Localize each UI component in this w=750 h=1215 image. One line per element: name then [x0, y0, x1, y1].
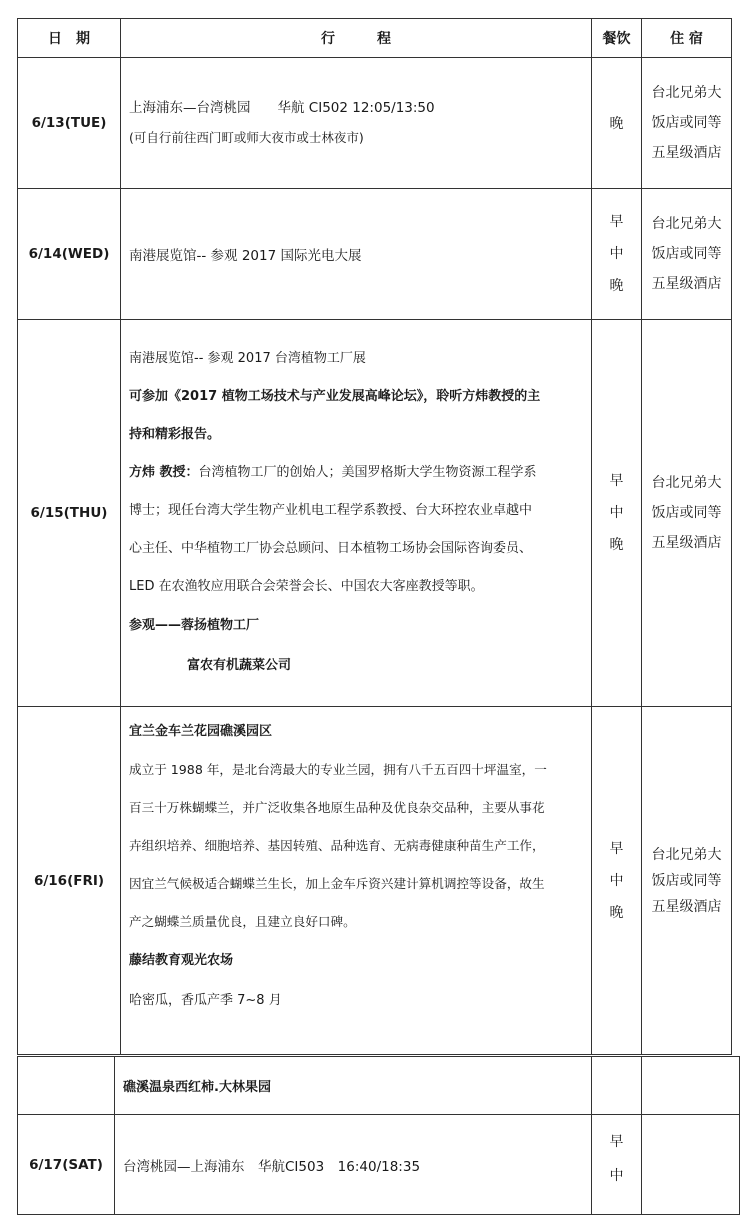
- meal-cell: [592, 1115, 642, 1215]
- lodging-cell: [642, 58, 732, 189]
- lodging-cell: [642, 707, 732, 1055]
- lodging-line: 饭店或同等: [651, 872, 722, 889]
- meal-lunch: 中: [609, 872, 624, 889]
- professor-bio: 台湾植物工厂的创始人；美国罗格斯大学生物资源工程学系: [198, 465, 537, 480]
- itinerary-line: 台湾桃园—上海浦东 华航CI503 16:40/18:35: [123, 1158, 421, 1175]
- date-cell: [18, 1057, 115, 1115]
- itinerary-line: 因宜兰气候极适合蝴蝶兰生长，加上金车斥资兴建计算机调控等设备，故生: [129, 876, 545, 891]
- lodging-line: 五星级酒店: [651, 145, 722, 161]
- lodging-cell: [642, 1057, 740, 1115]
- meal-breakfast: 早: [609, 473, 624, 489]
- table-row: [18, 1057, 740, 1115]
- header-row: [18, 19, 732, 58]
- itinerary-line: 南港展览馆-- 参观 2017 台湾植物工厂展: [129, 351, 366, 366]
- itinerary-cell: [121, 58, 592, 189]
- itinerary-cell: [115, 1115, 592, 1215]
- table-row: [18, 58, 732, 189]
- itinerary-line: 藤结教育观光农场: [129, 953, 234, 968]
- itinerary-line: 参观——蓉扬植物工厂: [129, 618, 260, 633]
- date-cell: 6/13(TUE): [18, 58, 121, 189]
- itinerary-line: 百三十万株蝴蝶兰，并广泛收集各地原生品种及优良杂交品种，主要从事花: [129, 800, 545, 815]
- itinerary-line: [129, 454, 585, 492]
- date-cell: 6/14(WED): [18, 189, 121, 320]
- itinerary-table: [17, 18, 732, 1055]
- itinerary-line: 卉组织培养、细胞培养、基因转殖、品种选育、无病毒健康种苗生产工作，: [129, 838, 545, 853]
- itinerary-cell: [121, 189, 592, 320]
- itinerary-line: [129, 244, 585, 264]
- itinerary-line: 成立于 1988 年，是北台湾最大的专业兰园，拥有八千五百四十坪温室，一: [129, 762, 547, 777]
- lodging-cell: [642, 1115, 740, 1215]
- itinerary-line: 上海浦东—台湾桃园 华航 CI502 12:05/13:50: [129, 100, 435, 116]
- meal-cell: [592, 189, 642, 320]
- meal-dinner: 晚: [609, 537, 624, 553]
- itinerary-line: 哈密瓜，香瓜产季 7~8 月: [129, 993, 282, 1008]
- itinerary-cell: [121, 320, 592, 707]
- table-row: [18, 320, 732, 707]
- lodging-line: 五星级酒店: [651, 276, 722, 292]
- meal-breakfast: 早: [609, 840, 624, 857]
- itinerary-line: LED 在农渔牧应用联合会荣誉会长、中国农大客座教授等职。: [129, 579, 484, 594]
- lodging-cell: [642, 320, 732, 707]
- table-row: [18, 189, 732, 320]
- meal-lunch: 中: [609, 505, 624, 521]
- meal-breakfast: 早: [609, 214, 624, 230]
- itinerary-line: 富农有机蔬菜公司: [187, 658, 292, 673]
- header-meals: 餐饮: [592, 19, 642, 58]
- table-row: [18, 707, 732, 1055]
- date-cell: 6/17(SAT): [18, 1115, 115, 1215]
- meal-lunch: 中: [609, 1168, 624, 1184]
- header-date: 日 期: [18, 19, 121, 58]
- itinerary-line: 产之蝴蝶兰质量优良，且建立良好口碑。: [129, 914, 356, 929]
- meal-lunch: 中: [609, 246, 624, 262]
- lodging-line: 饭店或同等: [651, 246, 722, 262]
- itinerary-line: (可自行前往西门町或师大夜市或士林夜市): [129, 130, 364, 145]
- header-itinerary: 行 程: [121, 19, 592, 58]
- itinerary-line: 持和精彩报告。: [129, 427, 221, 442]
- itinerary-line: 心主任、中华植物工厂协会总顾问、日本植物工场协会国际咨询委员、: [129, 541, 533, 556]
- lodging-line: 台北兄弟大: [651, 846, 722, 863]
- itinerary-line: 礁溪温泉西红柿.大林果园: [123, 1080, 271, 1095]
- date-cell: 6/15(THU): [18, 320, 121, 707]
- lodging-line: 饭店或同等: [651, 505, 722, 521]
- itinerary-cell: [121, 707, 592, 1055]
- meal-cell: [592, 707, 642, 1055]
- meal-cell: [592, 1057, 642, 1115]
- meal-dinner: 晚: [609, 904, 624, 921]
- itinerary-line: 可参加《2017 植物工场技术与产业发展高峰论坛》，聆听方炜教授的主: [129, 389, 541, 404]
- itinerary-line: 南港展览馆-- 参观 2017 国际光电大展: [129, 248, 362, 264]
- meal-dinner: 晚: [609, 116, 624, 132]
- date-cell: 6/16(FRI): [18, 707, 121, 1055]
- table-row: [18, 1115, 740, 1215]
- lodging-line: 台北兄弟大: [651, 475, 722, 491]
- itinerary-line: 博士；现任台湾大学生物产业机电工程学系教授、台大环控农业卓越中: [129, 503, 533, 518]
- lodging-cell: [642, 189, 732, 320]
- meal-cell: [592, 58, 642, 189]
- meal-breakfast: 早: [609, 1134, 624, 1150]
- itinerary-line: [129, 340, 585, 378]
- itinerary-line: 宜兰金车兰花园礁溪园区: [129, 724, 273, 739]
- lodging-line: 五星级酒店: [651, 535, 722, 551]
- lodging-line: 饭店或同等: [651, 115, 722, 131]
- header-lodging: 住 宿: [642, 19, 732, 58]
- itinerary-table-continued: [17, 1056, 740, 1215]
- lodging-line: 五星级酒店: [651, 898, 722, 915]
- lodging-line: 台北兄弟大: [651, 85, 722, 101]
- itinerary-cell: [115, 1057, 592, 1115]
- meal-dinner: 晚: [609, 278, 624, 294]
- professor-label: 方炜 教授：: [129, 465, 199, 480]
- lodging-line: 台北兄弟大: [651, 216, 722, 232]
- meal-cell: [592, 320, 642, 707]
